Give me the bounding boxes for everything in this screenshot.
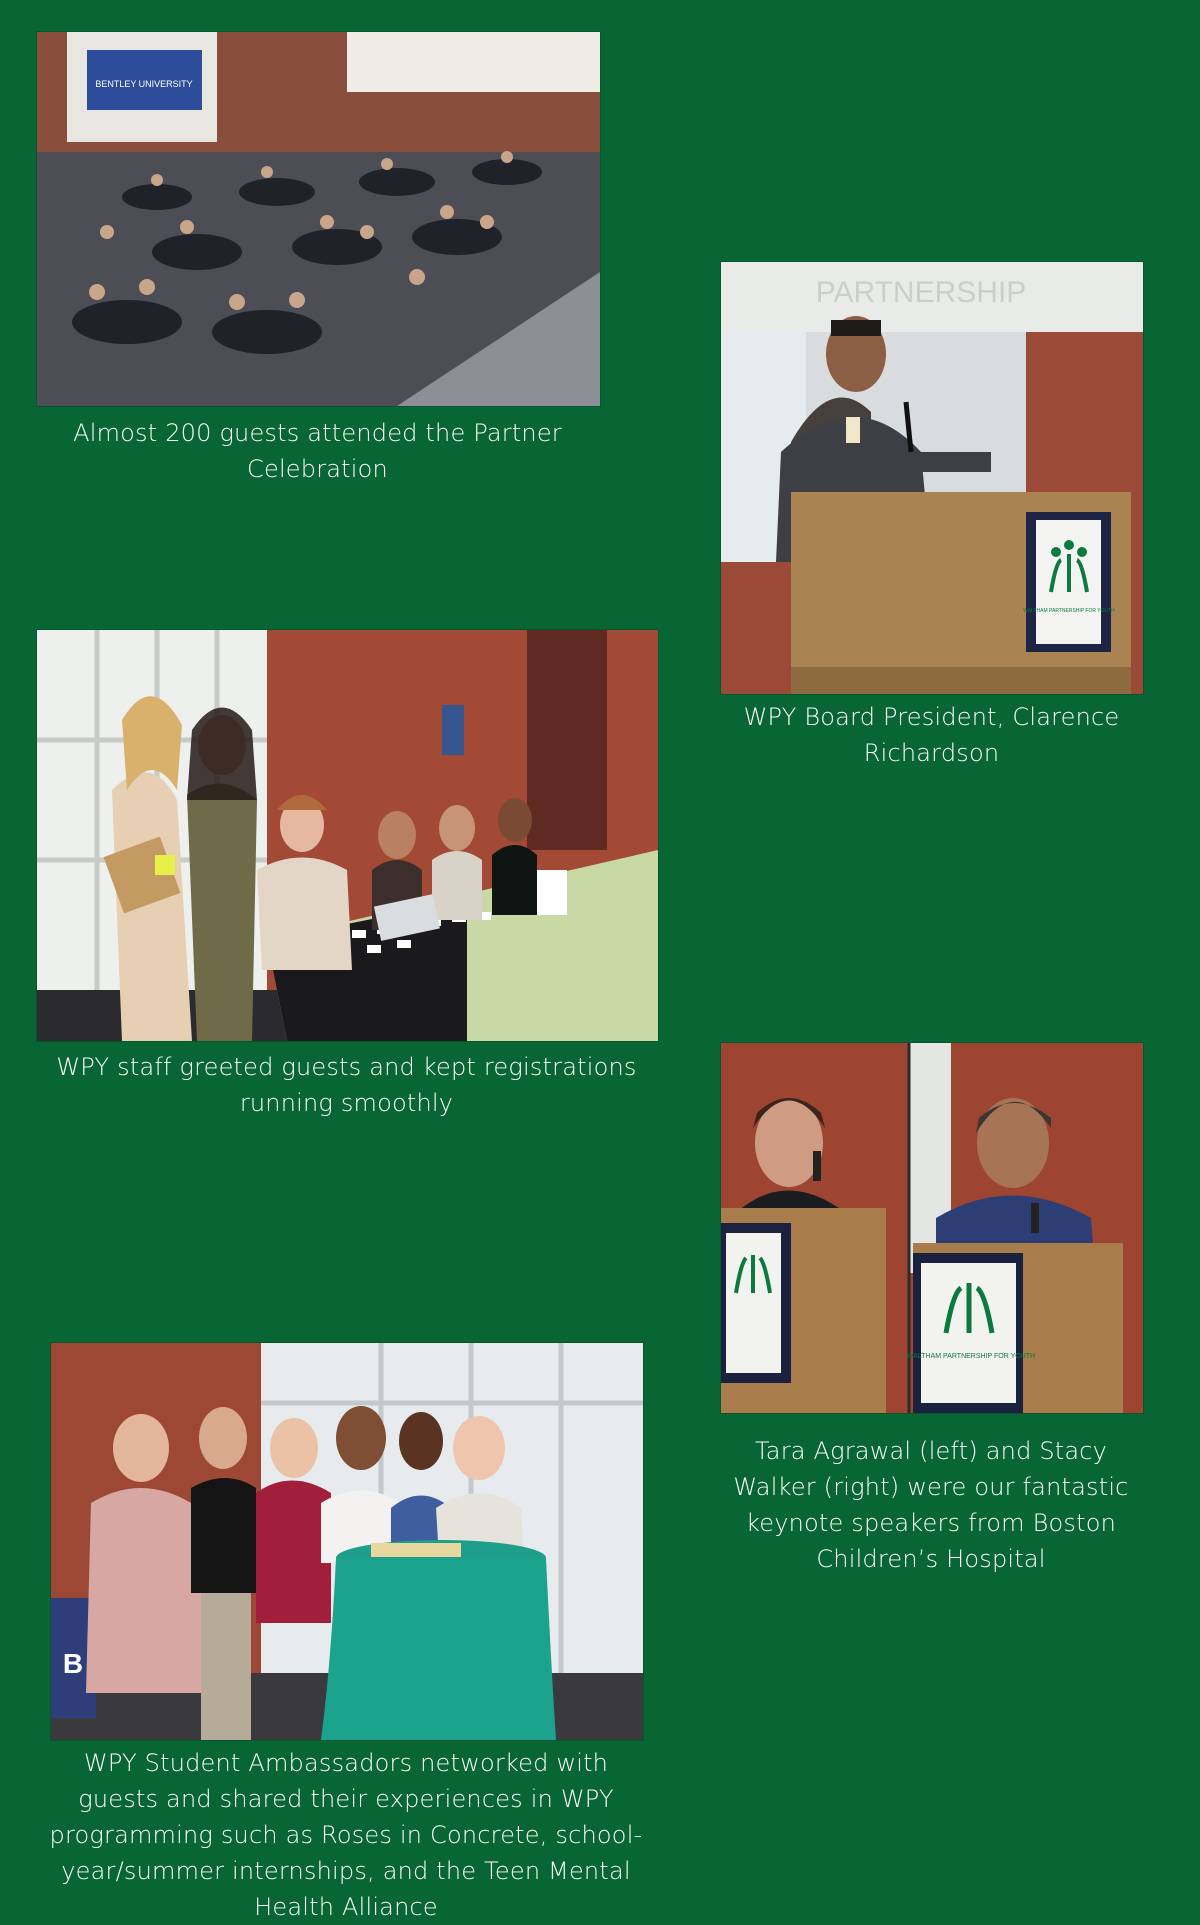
photo-student-ambassadors [50,1342,644,1741]
registration-table-image [37,630,658,1041]
banner-text: BENTLEY UNIVERSITY [95,79,193,89]
caption-keynote-speakers: Tara Agrawal (left) and Stacy Walker (right) were our fantastic keynote speakers from Boston Children’s Hospital [733,1437,1129,1573]
caption-partner-celebration: Almost 200 guests attended the Partner Celebration [73,419,562,483]
photo-board-president [720,261,1144,695]
photo-keynote-speakers [720,1042,1144,1414]
student-ambassadors-image [51,1343,643,1740]
screen-text: PARTNERSHIP [815,276,1027,309]
caption-student-ambassadors: WPY Student Ambassadors networked with guests and shared their experiences in WPY programming such as Roses in Concrete, school-year/summer internships, and the Teen Mental Health Alliance [49,1749,643,1921]
caption-board-president: WPY Board President, Clarence Richardson [743,703,1120,767]
photo-staff-registration [36,629,659,1042]
caption-staff-registration: WPY staff greeted guests and kept registrations running smoothly [56,1053,637,1117]
podium-text: WALTHAM PARTNERSHIP FOR YOUTH [906,1353,1036,1360]
podium-text: WALTHAM PARTNERSHIP FOR YOUTH [1023,608,1115,614]
speaker-at-podium-image [721,262,1143,694]
sign-text: B [62,1648,84,1679]
event-hall-image [37,32,600,406]
keynote-speakers-image [721,1043,1143,1413]
photo-partner-celebration [36,31,601,407]
